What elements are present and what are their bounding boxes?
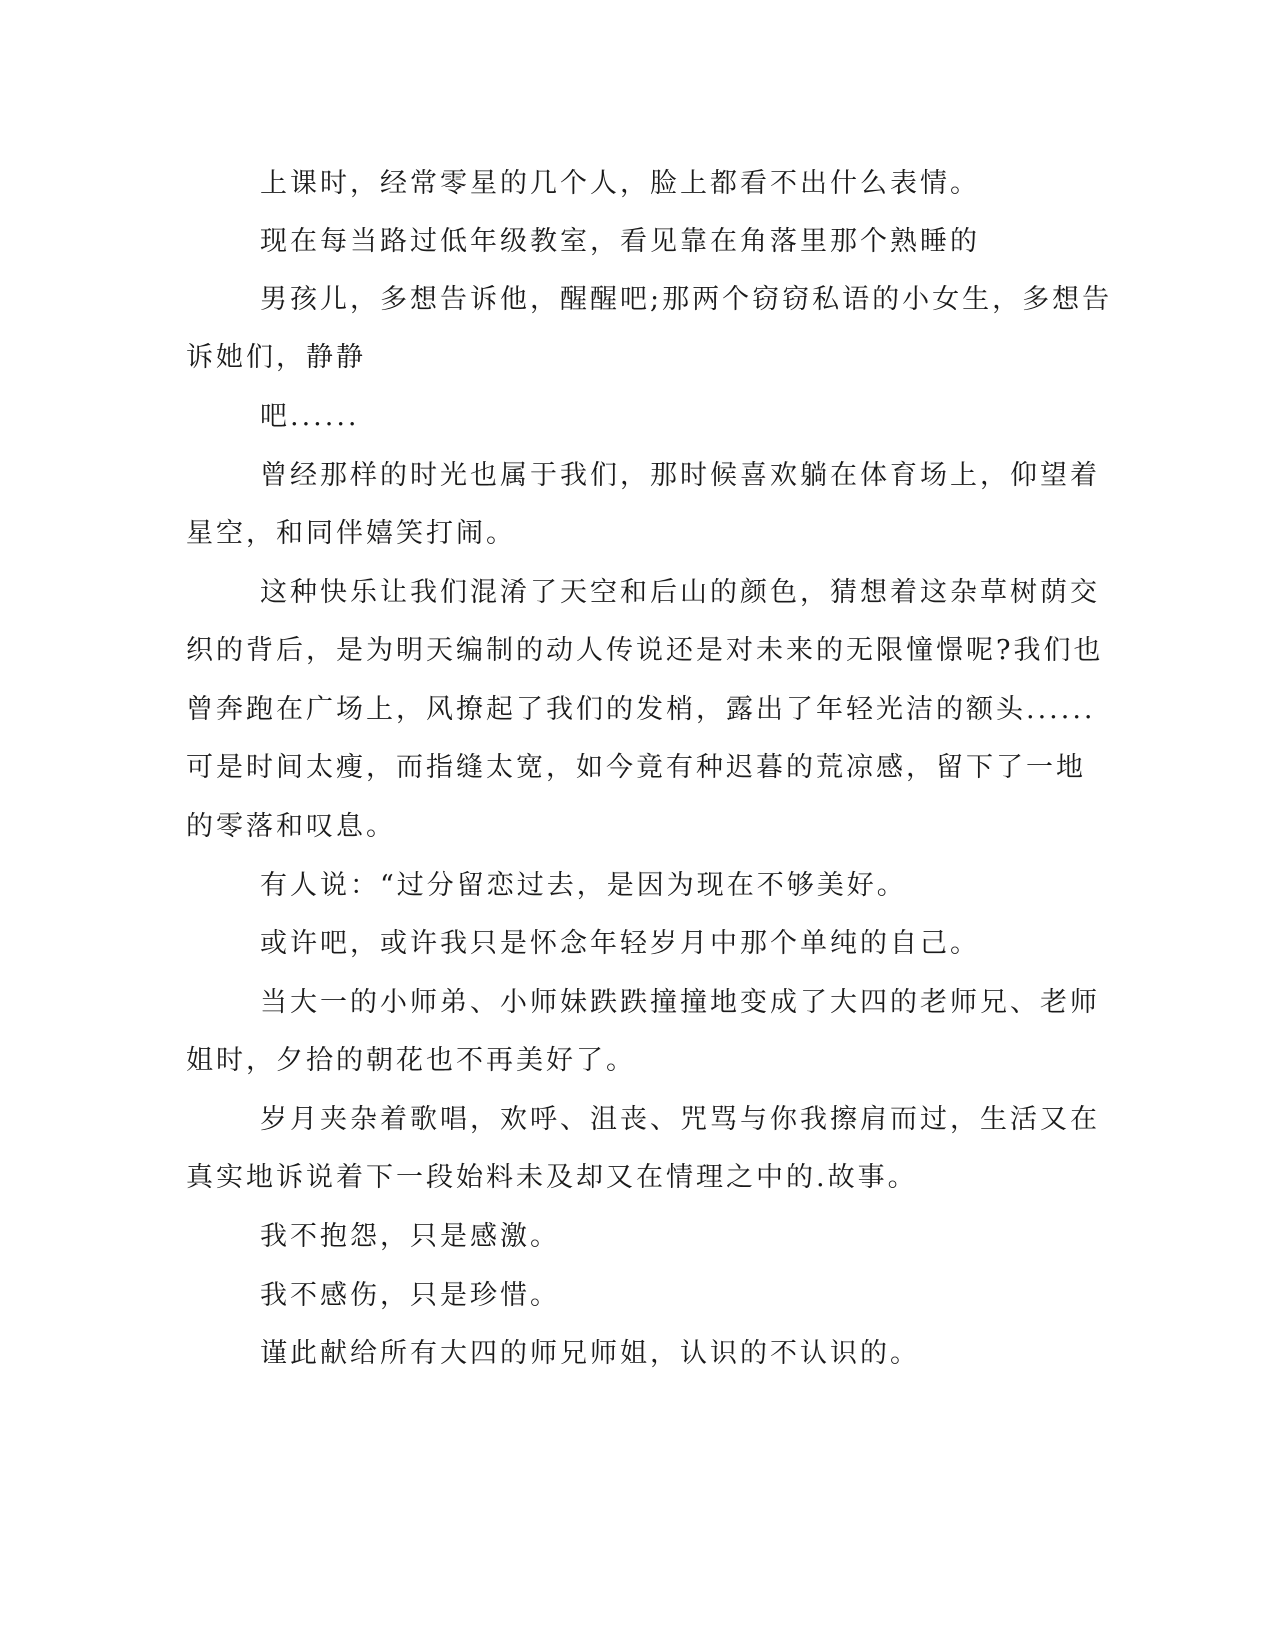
text-line: 曾经那样的时光也属于我们，那时候喜欢躺在体育场上，仰望着 bbox=[260, 460, 1100, 491]
text-line: 的零落和叹息。 bbox=[186, 811, 396, 842]
text-line: 曾奔跑在广场上，风撩起了我们的发梢，露出了年轻光洁的额头...... bbox=[186, 694, 1096, 725]
text-line: 现在每当路过低年级教室，看见靠在角落里那个熟睡的 bbox=[260, 226, 980, 257]
text-line: 星空，和同伴嬉笑打闹。 bbox=[186, 518, 516, 549]
text-line: 男孩儿，多想告诉他，醒醒吧;那两个窃窃私语的小女生，多想告 bbox=[260, 284, 1113, 315]
text-line: 织的背后，是为明天编制的动人传说还是对未来的无限憧憬呢?我们也 bbox=[186, 635, 1104, 666]
text-line: 或许吧，或许我只是怀念年轻岁月中那个单纯的自己。 bbox=[260, 928, 980, 959]
text-line: 我不抱怨，只是感激。 bbox=[260, 1221, 560, 1252]
text-line: 有人说：“过分留恋过去，是因为现在不够美好。 bbox=[260, 870, 907, 901]
text-line: 岁月夹杂着歌唱，欢呼、沮丧、咒骂与你我擦肩而过，生活又在 bbox=[260, 1104, 1100, 1135]
text-line: 诉她们，静静 bbox=[186, 342, 366, 373]
text-line: 上课时，经常零星的几个人，脸上都看不出什么表情。 bbox=[260, 168, 980, 199]
text-line: 吧...... bbox=[260, 401, 360, 432]
text-line: 这种快乐让我们混淆了天空和后山的颜色，猜想着这杂草树荫交 bbox=[260, 577, 1100, 608]
text-line: 我不感伤，只是珍惜。 bbox=[260, 1280, 560, 1311]
text-line: 真实地诉说着下一段始料未及却又在情理之中的.故事。 bbox=[186, 1162, 918, 1193]
text-line: 可是时间太瘦，而指缝太宽，如今竟有种迟暮的荒凉感，留下了一地 bbox=[186, 752, 1086, 783]
text-line: 姐时，夕拾的朝花也不再美好了。 bbox=[186, 1045, 636, 1076]
text-line: 当大一的小师弟、小师妹跌跌撞撞地变成了大四的老师兄、老师 bbox=[260, 987, 1100, 1018]
text-line: 谨此献给所有大四的师兄师姐，认识的不认识的。 bbox=[260, 1338, 920, 1369]
